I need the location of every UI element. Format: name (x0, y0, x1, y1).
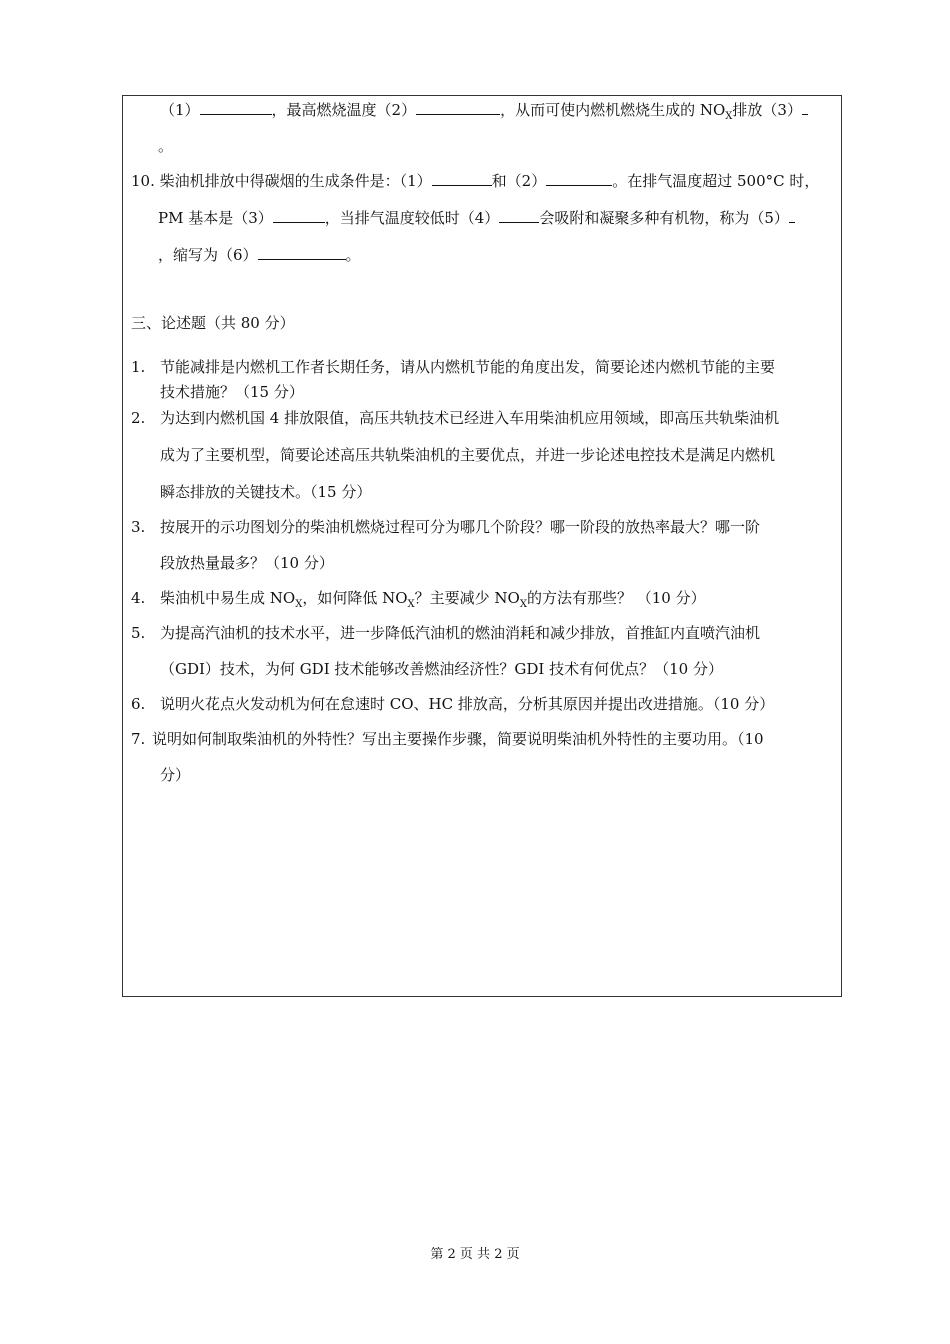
q2-line1: 为达到内燃机国 4 排放限值，高压共轨技术已经进入车用柴油机应用领域，即高压共轨柴油机 (160, 409, 780, 427)
q10-line2: PM 基本是（3） ，当排气温度较低时（4） 会吸附和凝聚多种有机物，称为（5） (158, 208, 795, 228)
blank-3 (273, 208, 325, 223)
q4-number: 4. (131, 589, 146, 607)
blank-2 (546, 171, 612, 186)
blank-6 (258, 245, 346, 260)
q2-line3: 瞬态排放的关键技术。（15 分） (160, 483, 372, 501)
q7-line2: 分） (160, 766, 191, 784)
q4-line1: 柴油机中易生成 $NO_X$，如何降低 $NO_X$？主要减少 $NO_X$的方法有那些？ （10 分） (160, 589, 706, 610)
blank-2 (416, 100, 500, 115)
q10-line3: ，缩写为（6） 。 (158, 246, 361, 264)
q3-line2: 段放热量最多？（10 分） (160, 554, 334, 572)
q5-line1: 为提高汽油机的技术水平，进一步降低汽油机的燃油消耗和减少排放，首推缸内直喷汽油机 (160, 624, 761, 642)
q5-number: 5. (131, 624, 146, 642)
blank-4 (499, 208, 539, 223)
q9-line2: 。 (158, 137, 174, 155)
q1-number: 1. (131, 358, 146, 376)
q5-line2: （GDI）技术，为何 GDI 技术能够改善燃油经济性？GDI 技术有何优点？（10 分） (160, 660, 723, 678)
q6-number: 6. (131, 695, 146, 713)
q2-line2: 成为了主要机型，简要论述高压共轨柴油机的主要优点，并进一步论述电控技术是满足内燃机 (160, 446, 776, 464)
section-title: 三、论述题（共 80 分） (131, 314, 295, 332)
q6-line1: 说明火花点火发动机为何在怠速时 CO、HC 排放高，分析其原因并提出改进措施。（10 分） (160, 695, 775, 713)
q9-line1: （1） ，最高燃烧温度（2） ，从而可使内燃机燃烧生成的 $NO_X$排放（3） (160, 100, 808, 127)
page-number: 第 2 页 共 2 页 (430, 1247, 520, 1262)
q7-number: 7. (131, 730, 146, 748)
q2-number: 2. (131, 409, 146, 427)
blank-3 (802, 100, 808, 115)
q1-line1: 节能减排是内燃机工作者长期任务，请从内燃机节能的角度出发，简要论述内燃机节能的主要 (160, 358, 776, 376)
q3-line1: 按展开的示功图划分的柴油机燃烧过程可分为哪几个阶段？哪一阶段的放热率最大？哪一阶 (160, 518, 761, 536)
blank-1 (200, 100, 272, 115)
q7-line1: 说明如何制取柴油机的外特性？写出主要操作步骤，简要说明柴油机外特性的主要功用。（10 (152, 730, 764, 748)
q10-line1: 10. 柴油机排放中得碳烟的生成条件是：（1） 和（2） 。在排气温度超过 500°C 时， (131, 172, 820, 190)
blank-1 (432, 171, 492, 186)
exam-frame (122, 95, 842, 997)
blank-5 (789, 208, 795, 223)
q1-line2: 技术措施？（15 分） (160, 383, 304, 401)
q3-number: 3. (131, 518, 146, 536)
